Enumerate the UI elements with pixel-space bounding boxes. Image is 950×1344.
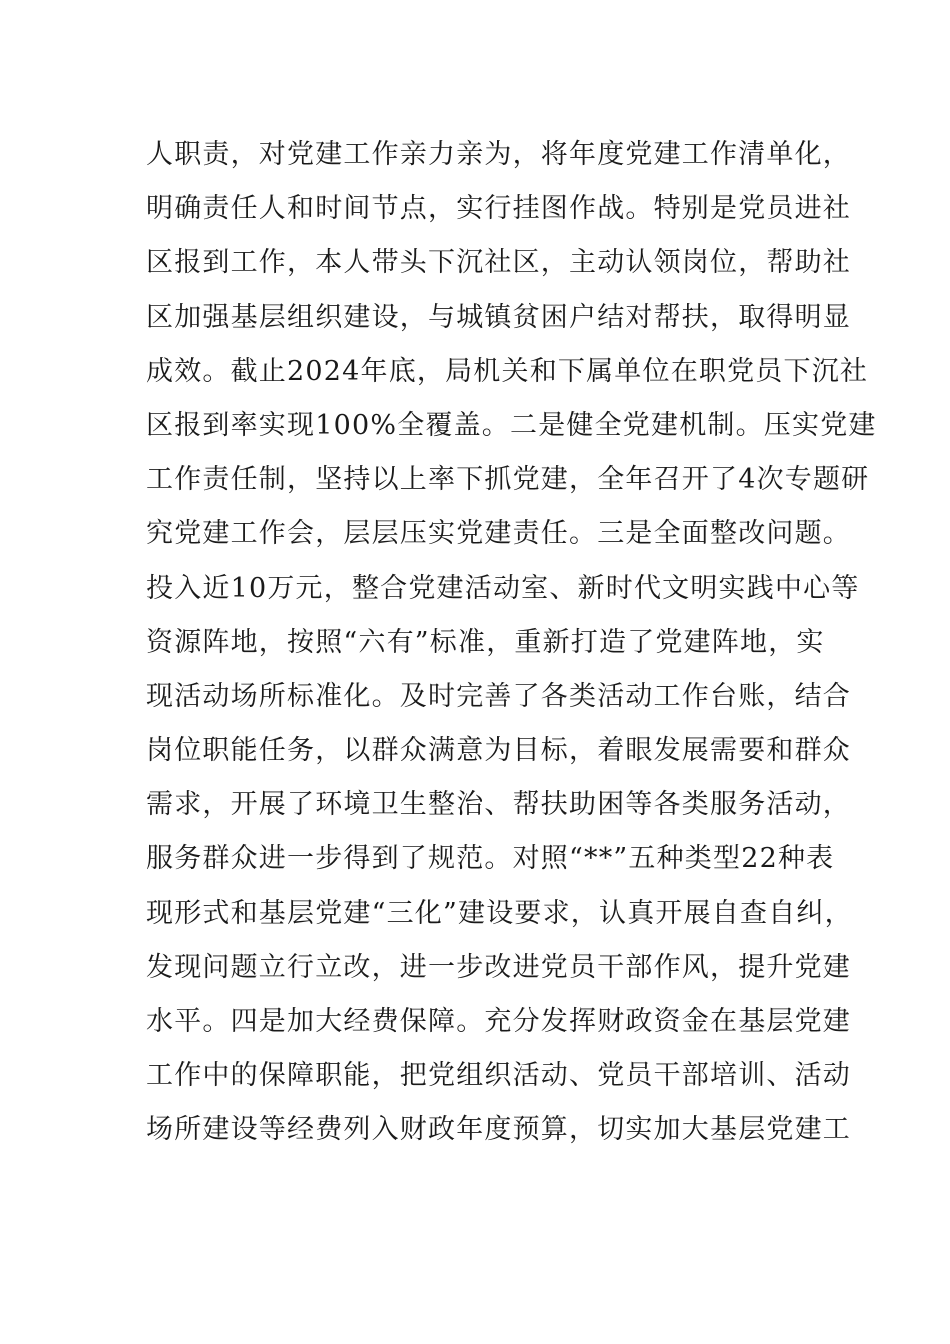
text-line: 区报到率实现100%全覆盖。二是健全党建机制。压实党建 <box>146 409 877 441</box>
text-line: 工作责任制，坚持以上率下抓党建，全年召开了4次专题研 <box>146 464 870 496</box>
text-line: 资源阵地，按照“六有”标准，重新打造了党建阵地，实 <box>146 626 825 658</box>
text-line: 服务群众进一步得到了规范。对照“**”五种类型22种表 <box>146 843 835 875</box>
text-line: 明确责任人和时间节点，实行挂图作战。特别是党员进社 <box>146 193 851 225</box>
text-line: 成效。截止2024年底，局机关和下属单位在职党员下沉社 <box>146 355 869 387</box>
text-line: 工作中的保障职能，把党组织活动、党员干部培训、活动 <box>146 1060 851 1092</box>
text-line: 投入近10万元，整合党建活动室、新时代文明实践中心等 <box>146 572 860 604</box>
text-line: 岗位职能任务，以群众满意为目标，着眼发展需要和群众 <box>146 735 851 767</box>
text-line: 场所建设等经费列入财政年度预算，切实加大基层党建工 <box>146 1114 851 1146</box>
text-line: 需求，开展了环境卫生整治、帮扶助困等各类服务活动， <box>146 789 851 821</box>
text-line: 现形式和基层党建“三化”建设要求，认真开展自查自纠， <box>146 897 853 929</box>
text-line: 人职责，对党建工作亲力亲为，将年度党建工作清单化， <box>146 139 851 170</box>
text-line: 区报到工作，本人带头下沉社区，主动认领岗位，帮助社 <box>146 247 851 279</box>
text-line: 究党建工作会，层层压实党建责任。三是全面整改问题。 <box>146 518 851 550</box>
body-text <box>146 128 877 1158</box>
text-line: 水平。四是加大经费保障。充分发挥财政资金在基层党建 <box>146 1006 851 1037</box>
text-line: 发现问题立行立改，进一步改进党员干部作风，提升党建 <box>146 951 851 983</box>
text-line: 区加强基层组织建设，与城镇贫困户结对帮扶，取得明显 <box>146 301 851 333</box>
text-line: 现活动场所标准化。及时完善了各类活动工作台账，结合 <box>146 680 851 712</box>
